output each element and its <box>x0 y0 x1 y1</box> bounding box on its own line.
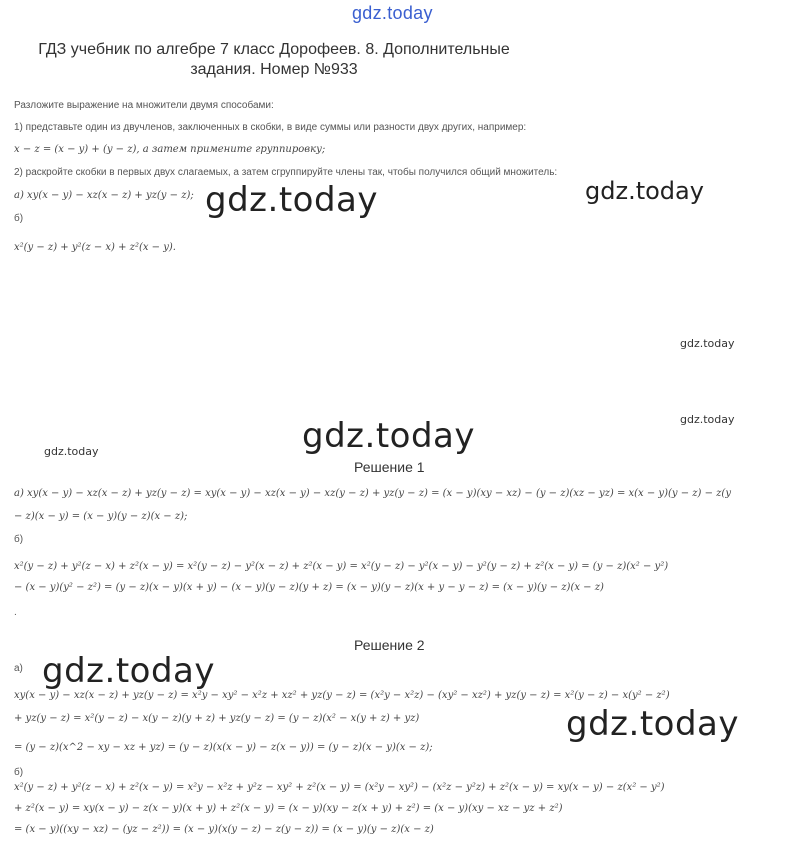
solution-1-b-line: − (x − y)(y² − z²) = (y − z)(x − y)(x + y) − (x − y)(y − z)(y + z) = (x − y)(y − z)(x + y − y − z) = (x − y)(y − z)(x − z) <box>14 582 604 593</box>
solution-2-a-label: а) <box>14 663 23 674</box>
solution-2-b-line: + z²(x − y) = xy(x − y) − z(x − y)(x + y) + z²(x − y) = (x − y)(xy − z(x + y) + z²) = (x − y)(xy − xz − yz + z²) <box>14 803 563 814</box>
solution-1-b-line: x²(y − z) + y²(z − x) + z²(x − y) = x²(y − z) − y²(x − z) + z²(x − y) = x²(y − z) − y²(x − y) − y²(y − z) + z²(x − y) = (y − z)(x² − y²) <box>14 561 669 572</box>
watermark: gdz.today <box>302 416 475 456</box>
solution-2-b-label: б) <box>14 767 24 778</box>
watermark: gdz.today <box>680 337 735 350</box>
task-part-a: а) xy(x − y) − xz(x − z) + yz(y − z); <box>14 190 194 201</box>
solution-1-a-line: − z)(x − y) = (x − y)(y − z)(x − z); <box>14 511 188 522</box>
watermark: gdz.today <box>42 651 215 691</box>
solution-2-a-line: + yz(y − z) = x²(y − z) − x(y − z)(y + z) + yz(y − z) = (y − z)(x² − x(y + z) + yz) <box>14 713 420 724</box>
solution-2-a-line: = (y − z)(x^2 − xy − xz + yz) = (y − z)(x(x − y) − z(x − y)) = (y − z)(x − y)(x − z); <box>14 742 433 753</box>
task-part-b-label: б) <box>14 213 24 224</box>
watermark: gdz.today <box>566 704 739 744</box>
watermark: gdz.today <box>205 180 378 220</box>
solution-2-a-line: xy(x − y) − xz(x − z) + yz(y − z) = x²y − xy² − x²z + xz² + yz(y − z) = (x²y − x²z) − (xy² − xz²) + yz(y − z) = x²(y − z) − x(y² − z²) <box>14 690 670 701</box>
task-part-b: x²(y − z) + y²(z − x) + z²(x − y). <box>14 242 176 253</box>
task-method-1: 1) представьте один из двучленов, заключенных в скобки, в виде суммы или разности двух других, например: <box>14 122 527 133</box>
page-title: ГДЗ учебник по алгебре 7 класс Дорофеев. 8. Дополнительные задания. Номер №933 <box>38 41 510 78</box>
solution-1-a-line: а) xy(x − y) − xz(x − z) + yz(y − z) = xy(x − y) − xz(x − y) − xz(y − z) + yz(y − z) = (x − y)(xy − xz) − (y − z)(xz − yz) = x(x − y)(y − z) − z(y <box>14 488 731 499</box>
solution-1-b-label: б) <box>14 534 24 545</box>
task-intro: Разложите выражение на множители двумя способами: <box>14 100 274 111</box>
watermark: gdz.today <box>680 413 735 426</box>
watermark: gdz.today <box>44 445 99 458</box>
solution-1-dot: . <box>14 607 17 618</box>
solution-2-heading: Решение 2 <box>354 637 425 653</box>
solution-2-b-line: = (x − y)((xy − xz) − (yz − z²)) = (x − y)(x(y − z) − z(y − z)) = (x − y)(y − z)(x − z) <box>14 824 434 835</box>
task-method-2: 2) раскройте скобки в первых двух слагаемых, а затем сгруппируйте члены так, чтобы получился общий множитель: <box>14 167 558 178</box>
task-method-1-example: x − z = (x − y) + (y − z), а затем примените группировку; <box>14 144 326 155</box>
solution-1-heading: Решение 1 <box>354 459 425 475</box>
watermark: gdz.today <box>585 177 704 205</box>
site-logo[interactable]: gdz.today <box>352 3 433 23</box>
solution-2-b-line: x²(y − z) + y²(z − x) + z²(x − y) = x²y − x²z + y²z − xy² + z²(x − y) = (x²y − xy²) − (x²z − y²z) + z²(x − y) = xy(x − y) − z(x² − y²) <box>14 782 665 793</box>
